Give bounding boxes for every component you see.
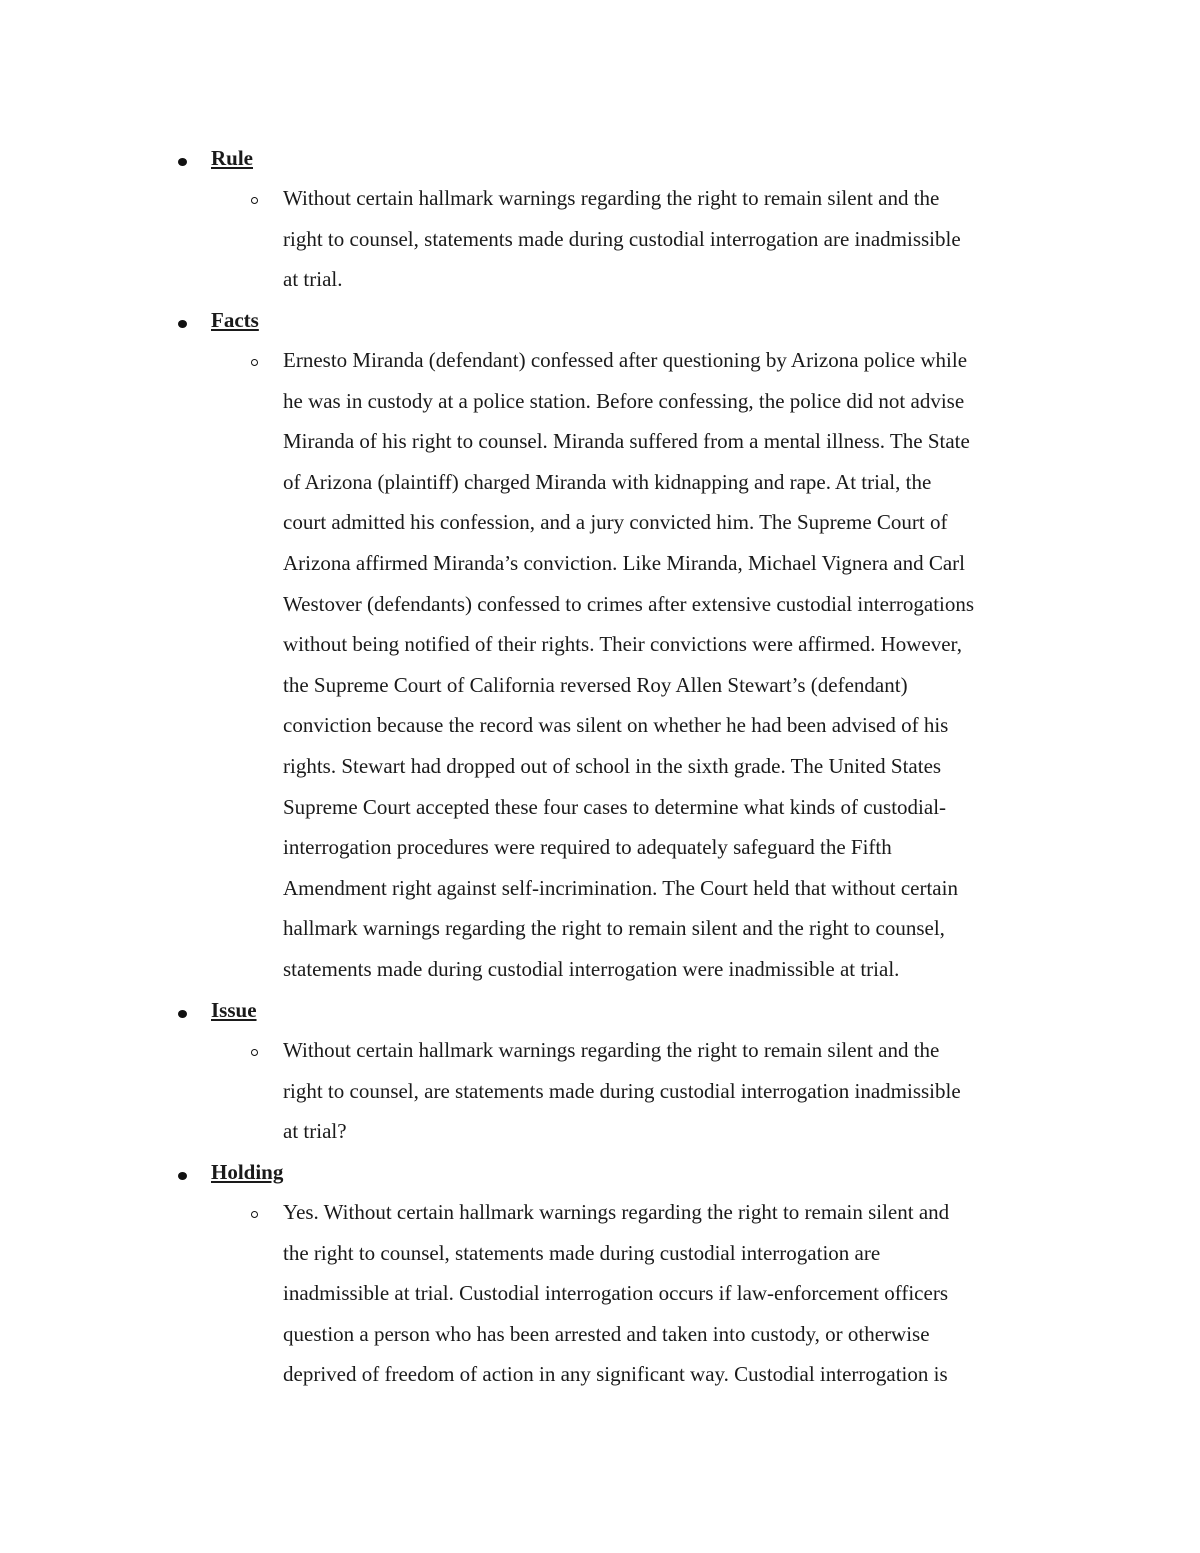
section-issue bbox=[0, 996, 1200, 1144]
holding-text bbox=[283, 1192, 1073, 1395]
facts-text bbox=[283, 340, 1073, 990]
text-line: he was in custody at a police station. Before confessing, the police did not advise bbox=[283, 388, 965, 413]
section-heading-holding: Holding bbox=[211, 1160, 284, 1184]
bullet-circle-icon bbox=[251, 1211, 258, 1218]
bullet-disc-icon bbox=[178, 1172, 187, 1180]
text-line: Amendment right against self-incrimination. The Court held that without certain bbox=[283, 875, 958, 900]
text-line: of Arizona (plaintiff) charged Miranda with kidnapping and rape. At trial, the bbox=[283, 469, 932, 494]
text-line: without being notified of their rights. Their convictions were affirmed. However, bbox=[283, 632, 962, 657]
text-line: Supreme Court accepted these four cases to determine what kinds of custodial- bbox=[283, 794, 947, 819]
bullet-disc-icon bbox=[178, 158, 187, 166]
text-line: right to counsel, are statements made during custodial interrogation inadmissible bbox=[283, 1078, 961, 1103]
text-line: inadmissible at trial. Custodial interrogation occurs if law-enforcement officers bbox=[283, 1281, 948, 1306]
text-line: court admitted his confession, and a jury convicted him. The Supreme Court of bbox=[283, 510, 948, 535]
text-line: interrogation procedures were required to adequately safeguard the Fifth bbox=[283, 835, 892, 860]
section-heading-rule: Rule bbox=[211, 146, 253, 170]
bullet-circle-icon bbox=[251, 1049, 258, 1056]
text-line: hallmark warnings regarding the right to remain silent and the right to counsel, bbox=[283, 916, 945, 941]
section-holding bbox=[0, 1158, 1200, 1387]
text-line: the right to counsel, statements made during custodial interrogation are bbox=[283, 1240, 881, 1265]
rule-text bbox=[283, 178, 1073, 300]
text-line: statements made during custodial interrogation were inadmissible at trial. bbox=[283, 956, 900, 981]
bullet-disc-icon bbox=[178, 320, 187, 328]
text-line: Without certain hallmark warnings regarding the right to remain silent and the bbox=[283, 186, 940, 210]
text-line: at trial? bbox=[283, 1119, 347, 1144]
text-line: rights. Stewart had dropped out of school in the sixth grade. The United States bbox=[283, 753, 942, 778]
section-heading-issue: Issue bbox=[211, 998, 257, 1022]
text-line: conviction because the record was silent on whether he had been advised of his bbox=[283, 713, 949, 738]
section-facts bbox=[0, 306, 1200, 981]
text-line: question a person who has been arrested and taken into custody, or otherwise bbox=[283, 1321, 930, 1346]
text-line: Yes. Without certain hallmark warnings regarding the right to remain silent and bbox=[283, 1200, 950, 1224]
text-line: Ernesto Miranda (defendant) confessed after questioning by Arizona police while bbox=[283, 348, 968, 372]
section-heading-facts: Facts bbox=[211, 308, 259, 332]
bullet-circle-icon bbox=[251, 197, 258, 204]
bullet-circle-icon bbox=[251, 359, 258, 366]
text-line: Without certain hallmark warnings regarding the right to remain silent and the bbox=[283, 1038, 940, 1062]
issue-text bbox=[283, 1030, 1073, 1152]
bullet-disc-icon bbox=[178, 1010, 187, 1018]
text-line: right to counsel, statements made during custodial interrogation are inadmissible bbox=[283, 226, 961, 251]
text-line: Miranda of his right to counsel. Miranda suffered from a mental illness. The State bbox=[283, 429, 970, 454]
text-line: deprived of freedom of action in any significant way. Custodial interrogation is bbox=[283, 1362, 948, 1387]
text-line: Arizona affirmed Miranda’s conviction. Like Miranda, Michael Vignera and Carl bbox=[283, 550, 965, 575]
text-line: at trial. bbox=[283, 267, 343, 292]
text-line: Westover (defendants) confessed to crimes after extensive custodial interrogations bbox=[283, 591, 975, 616]
text-line: the Supreme Court of California reversed Roy Allen Stewart’s (defendant) bbox=[283, 672, 908, 697]
section-rule bbox=[0, 144, 1200, 292]
